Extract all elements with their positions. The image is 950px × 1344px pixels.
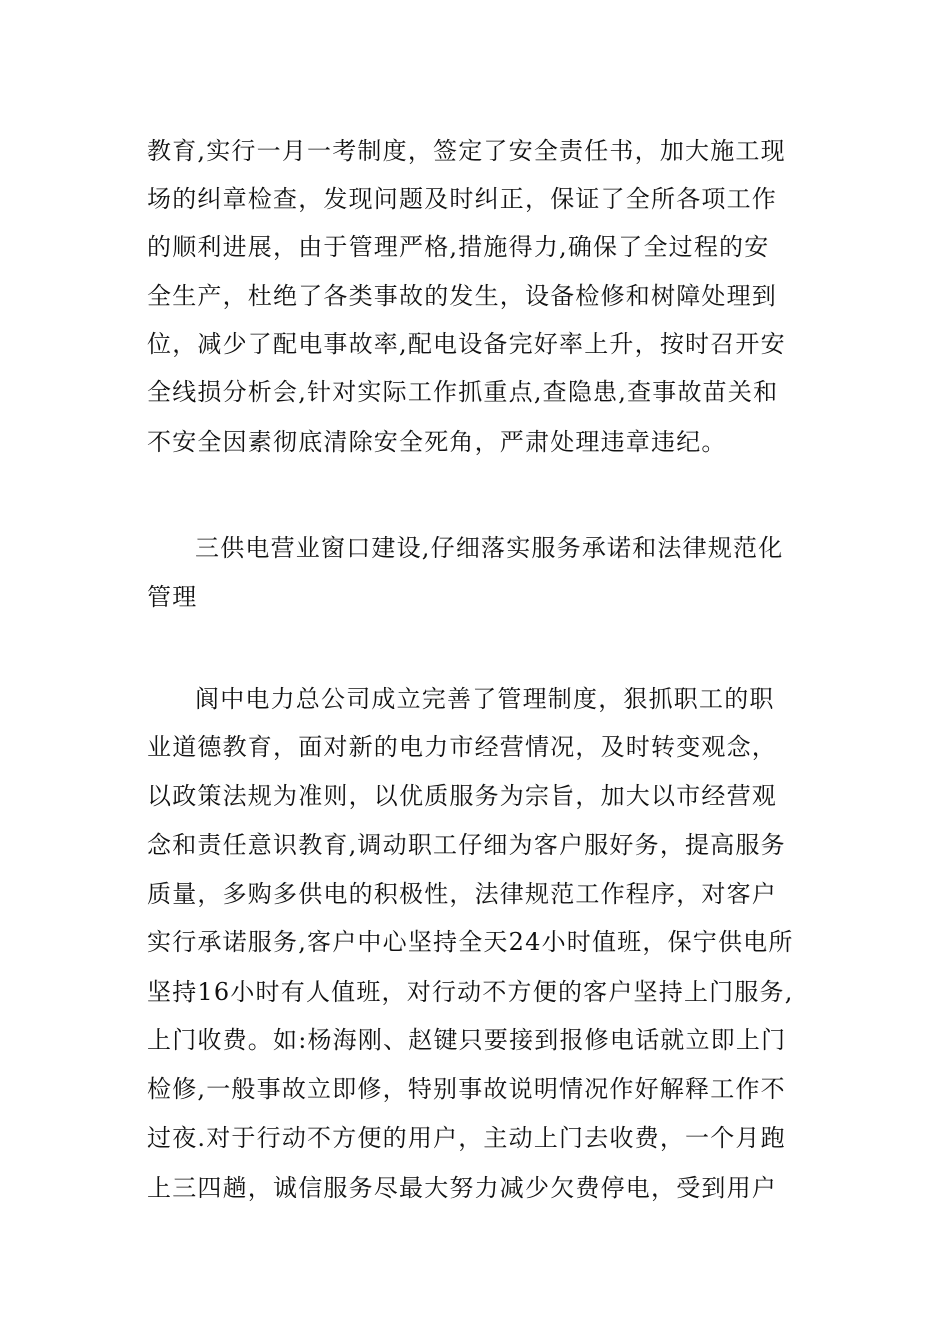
- paragraph-line: 全线损分析会,针对实际工作抓重点,查隐患,查事故苗关和: [147, 378, 779, 406]
- section-heading-line: 三供电营业窗口建设,仔细落实服务承诺和法律规范化: [195, 534, 784, 562]
- section-heading-line: 管理: [147, 583, 198, 611]
- paragraph-line: 坚持16小时有人值班，对行动不方便的客户坚持上门服务,: [147, 978, 794, 1006]
- paragraph-line: 位，减少了配电事故率,配电设备完好率上升，按时召开安: [147, 330, 786, 358]
- paragraph-line: 的顺利进展，由于管理严格,措施得力,确保了全过程的安: [147, 233, 770, 261]
- paragraph-line: 全生产，杜绝了各类事故的发生，设备检修和树障处理到: [147, 282, 777, 310]
- paragraph-line: 以政策法规为准则，以优质服务为宗旨，加大以市经营观: [147, 782, 777, 810]
- paragraph-line: 质量，多购多供电的积极性，法律规范工作程序，对客户: [147, 880, 777, 908]
- paragraph-line: 上门收费。如:杨海刚、赵键只要接到报修电话就立即上门: [147, 1026, 787, 1054]
- paragraph-line: 上三四趟，诚信服务尽最大努力减少欠费停电，受到用户: [147, 1174, 777, 1202]
- paragraph-line: 业道德教育，面对新的电力市经营情况，及时转变观念，: [147, 733, 777, 761]
- paragraph-line: 念和责任意识教育,调动职工仔细为客户服好务，提高服务: [147, 831, 786, 859]
- paragraph-line: 阆中电力总公司成立完善了管理制度，狠抓职工的职: [195, 685, 775, 713]
- paragraph-line: 实行承诺服务,客户中心坚持全天24小时值班，保宁供电所: [147, 928, 794, 956]
- paragraph-line: 场的纠章检查，发现问题及时纠正，保证了全所各项工作: [147, 185, 777, 213]
- paragraph-line: 不安全因素彻底清除安全死角，严肃处理违章违纪。: [147, 428, 727, 456]
- paragraph-line: 过夜.对于行动不方便的用户，主动上门去收费，一个月跑: [147, 1124, 786, 1152]
- paragraph-line: 检修,一般事故立即修，特别事故说明情况作好解释工作不: [147, 1075, 786, 1103]
- paragraph-line: 教育,实行一月一考制度，签定了安全责任书，加大施工现: [147, 137, 786, 165]
